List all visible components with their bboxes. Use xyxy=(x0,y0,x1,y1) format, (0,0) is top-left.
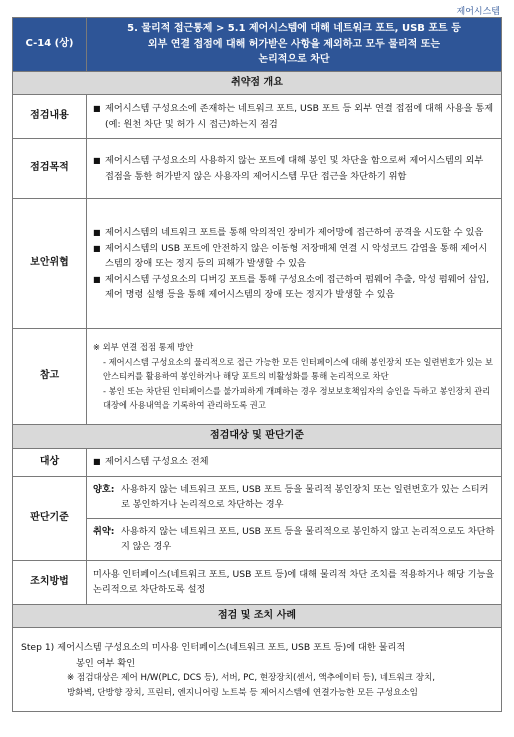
bullet-square-icon: ■ xyxy=(93,104,101,114)
reference-item: - 봉인 또는 차단된 인터페이스를 불가피하게 개폐하는 경우 정보보호책임자의 승인을 득하고 봉인장치 관리대장에 사용내역을 기록하여 관리하도록 권고 xyxy=(103,385,491,411)
reference-label: 참고 xyxy=(13,329,87,425)
check-purpose-cell xyxy=(87,139,502,199)
criteria-bad-cell xyxy=(87,518,502,560)
step-line: Step 1) 제어시스템 구성요소의 미사용 인터페이스(네트워크 포트, USB 포트 등)에 대한 물리적 xyxy=(21,642,406,653)
check-purpose-text: 제어시스템 구성요소의 사용하지 않는 포트에 대해 봉인 및 차단을 함으로써 제어시스템의 외부 접점을 통한 허가받지 않은 사용자의 제어시스템 무단 접근을 차단하기 위함 xyxy=(105,155,484,182)
step-cell xyxy=(13,628,502,712)
target-cell xyxy=(87,448,502,476)
threat-item: 제어시스템의 네트워크 포트를 통해 악의적인 장비가 제어망에 접근하여 공격을 시도할 수 있음 xyxy=(105,227,484,239)
title-line: 논리적으로 차단 xyxy=(258,54,330,65)
bullet-square-icon: ■ xyxy=(93,274,101,284)
threat-item: 제어시스템 구성요소의 디버깅 포트를 통해 구성요소에 접근하여 펌웨어 추출, 악성 펌웨어 삽입, 제어 명령 실행 등을 통해 제어시스템의 장애 또는 정지가 발생할 수 있음 xyxy=(105,273,490,300)
target-text: 제어시스템 구성요소 전체 xyxy=(105,456,209,467)
check-content-label: 점검내용 xyxy=(13,95,87,139)
bullet-square-icon: ■ xyxy=(93,228,101,238)
security-threat-label: 보안위협 xyxy=(13,199,87,329)
section-target-criteria: 점검대상 및 판단기준 xyxy=(13,425,502,449)
criteria-good-cell xyxy=(87,476,502,518)
check-content-text: 제어시스템 구성요소에 존재하는 네트워크 포트, USB 포트 등 외부 연결 접점에 대해 사용을 통제(예: 원천 차단 및 허가 시 접근)하는지 점검 xyxy=(105,103,494,130)
title-line: 외부 연결 접점에 대해 허가받은 사항을 제외하고 모두 물리적 또는 xyxy=(147,38,441,50)
category-tag: 제어시스템 xyxy=(456,7,500,17)
title-row xyxy=(13,18,502,72)
criteria-label: 판단기준 xyxy=(13,476,87,560)
threat-item: 제어시스템의 USB 포트에 안전하지 않은 이동형 저장매체 연결 시 악성코드 감염을 통해 제어시스템의 장애 또는 정지 등의 피해가 발생할 수 있음 xyxy=(105,243,488,270)
section-vuln-overview: 취약점 개요 xyxy=(13,71,502,95)
bullet-square-icon: ■ xyxy=(93,457,101,466)
action-label: 조치방법 xyxy=(13,560,87,604)
target-label: 대상 xyxy=(13,448,87,476)
step-line: 봉인 여부 확인 xyxy=(76,657,136,669)
bad-key: 취약: xyxy=(93,525,115,537)
item-title xyxy=(87,18,502,72)
reference-heading: ※ 외부 연결 접점 통제 방안 xyxy=(93,342,194,353)
item-id: C-14 (상) xyxy=(13,18,87,72)
title-line: 5. 물리적 접근통제 > 5.1 제어시스템에 대해 네트워크 포트, USB 포트 등 xyxy=(127,23,461,34)
security-threat-cell xyxy=(87,199,502,329)
check-content-cell xyxy=(87,95,502,139)
check-purpose-label: 점검목적 xyxy=(13,139,87,199)
step-note: 방화벽, 단방향 장치, 프린터, 엔지니어링 노트북 등 제어시스템에 연결가능한 모든 구성요소임 xyxy=(67,687,418,698)
bullet-square-icon: ■ xyxy=(93,156,101,166)
good-text: 사용하지 않는 네트워크 포트, USB 포트 등을 물리적 봉인장치 또는 일련번호가 있는 스티커로 봉인하거나 논리적으로 차단하는 경우 xyxy=(121,483,489,510)
bullet-square-icon: ■ xyxy=(93,244,101,254)
good-key: 양호: xyxy=(93,483,115,495)
section-check-action: 점검 및 조치 사례 xyxy=(13,604,502,628)
action-text: 미사용 인터페이스(네트워크 포트, USB 포트 등)에 대해 물리적 차단 조치를 적용하거나 해당 기능을 논리적으로 차단하도록 설정 xyxy=(87,560,502,604)
check-item-table xyxy=(12,17,502,712)
bad-text: 사용하지 않는 네트워크 포트, USB 포트 등을 물리적으로 봉인하지 않고 논리적으로도 차단하지 않은 경우 xyxy=(121,525,495,552)
step-note: ※ 점검대상은 제어 H/W(PLC, DCS 등), 서버, PC, 현장장치(센서, 액추에이터 등), 네트워크 장치, xyxy=(67,673,436,684)
reference-cell xyxy=(87,329,502,425)
reference-item: - 제어시스템 구성요소의 물리적으로 접근 가능한 모든 인터페이스에 대해 봉인장치 또는 일련번호가 있는 보안스티커를 활용하여 봉인하거나 해당 포트의 비활성화를 통해 논리적으로 차단 xyxy=(103,356,493,382)
